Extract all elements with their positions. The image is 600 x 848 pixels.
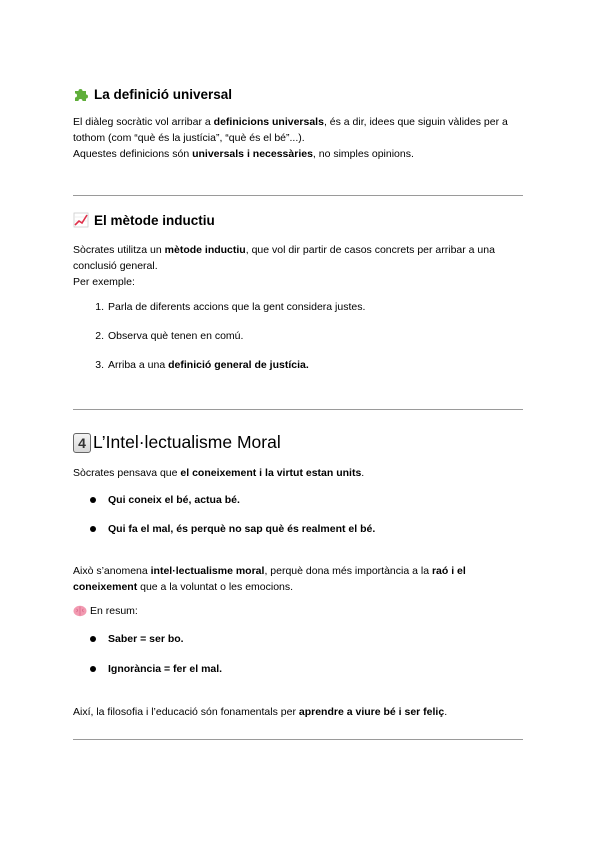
paragraph [73,242,525,274]
section-heading-metode [73,212,215,228]
chart-increasing-icon [73,212,89,228]
text: Sòcrates utilitza un [73,244,165,256]
list-text: Saber = ser bo. [108,633,184,645]
horizontal-rule [73,195,523,196]
text: Arriba a una [108,359,169,371]
paragraph: Per exemple: [73,276,135,288]
paragraph [73,603,525,619]
text: . [361,467,365,479]
list-item [73,357,525,373]
bullet-icon [90,636,96,642]
paragraph [73,563,525,595]
text: , perquè dona més importància a la [264,565,432,577]
keycap-number-icon: 4 [73,433,91,453]
list-text: Qui fa el mal, és perquè no sap què és realment el bé. [108,523,376,535]
bullet-icon [90,497,96,503]
horizontal-rule [73,409,523,410]
list-text: Ignorància = fer el mal. [108,663,223,675]
bold-text: universals i necessàries [192,148,313,160]
list-item [73,328,525,344]
text: Sòcrates pensava que [73,467,181,479]
brain-icon [73,605,87,617]
bullet-icon [90,526,96,532]
paragraph [73,146,525,162]
text: Això s’anomena [73,565,151,577]
list-item [73,521,525,537]
bold-text: el coneixement i la virtut estan units [180,467,362,479]
text: Així, la filosofia i l’educació són fonamentals per [73,706,299,718]
text: Aquestes definicions són [73,148,193,160]
section-title: La definició universal [94,86,233,102]
section-heading-intellectualisme [73,432,281,453]
paragraph [73,114,525,146]
list-text: Observa què tenen en comú. [108,330,244,342]
bold-text: definició general de justícia. [168,359,309,371]
bold-text: mètode inductiu [164,244,246,256]
list-text: Qui coneix el bé, actua bé. [108,494,240,506]
section-title: El mètode inductiu [94,212,215,228]
paragraph [73,465,525,481]
list-text [108,357,309,373]
section-heading-definicio [73,86,232,102]
list-item [73,299,525,315]
list-number: 2. [95,330,104,342]
list-item [73,661,525,677]
list-number: 3. [95,359,104,371]
bold-text: aprendre a viure bé i ser feliç [298,706,445,718]
bullet-icon [90,666,96,672]
text: , que vol dir partir de casos concrets per arribar a una conclusió general. [73,244,495,272]
text: , no simples opinions. [312,148,414,160]
bold-text: intel·lectualisme moral [150,565,265,577]
list-item [73,492,525,508]
list-text: Parla de diferents accions que la gent considera justes. [108,301,366,313]
text: . [444,706,448,718]
puzzle-piece-icon [73,86,89,102]
paragraph [73,704,525,720]
text: que a la voluntat o les emocions. [137,581,294,593]
bold-text: definicions universals [213,116,324,128]
horizontal-rule [73,739,523,740]
text: En resum: [90,605,138,617]
bold-text: raó i el coneixement [73,565,466,593]
list-item [73,631,525,647]
text: , és a dir, idees que siguin vàlides per a tothom (com “què és la justícia”, “què és el bé”...). [73,116,508,144]
section-title: L’Intel·lectualisme Moral [93,432,281,452]
list-number: 1. [95,301,104,313]
text: El diàleg socràtic vol arribar a [73,116,214,128]
